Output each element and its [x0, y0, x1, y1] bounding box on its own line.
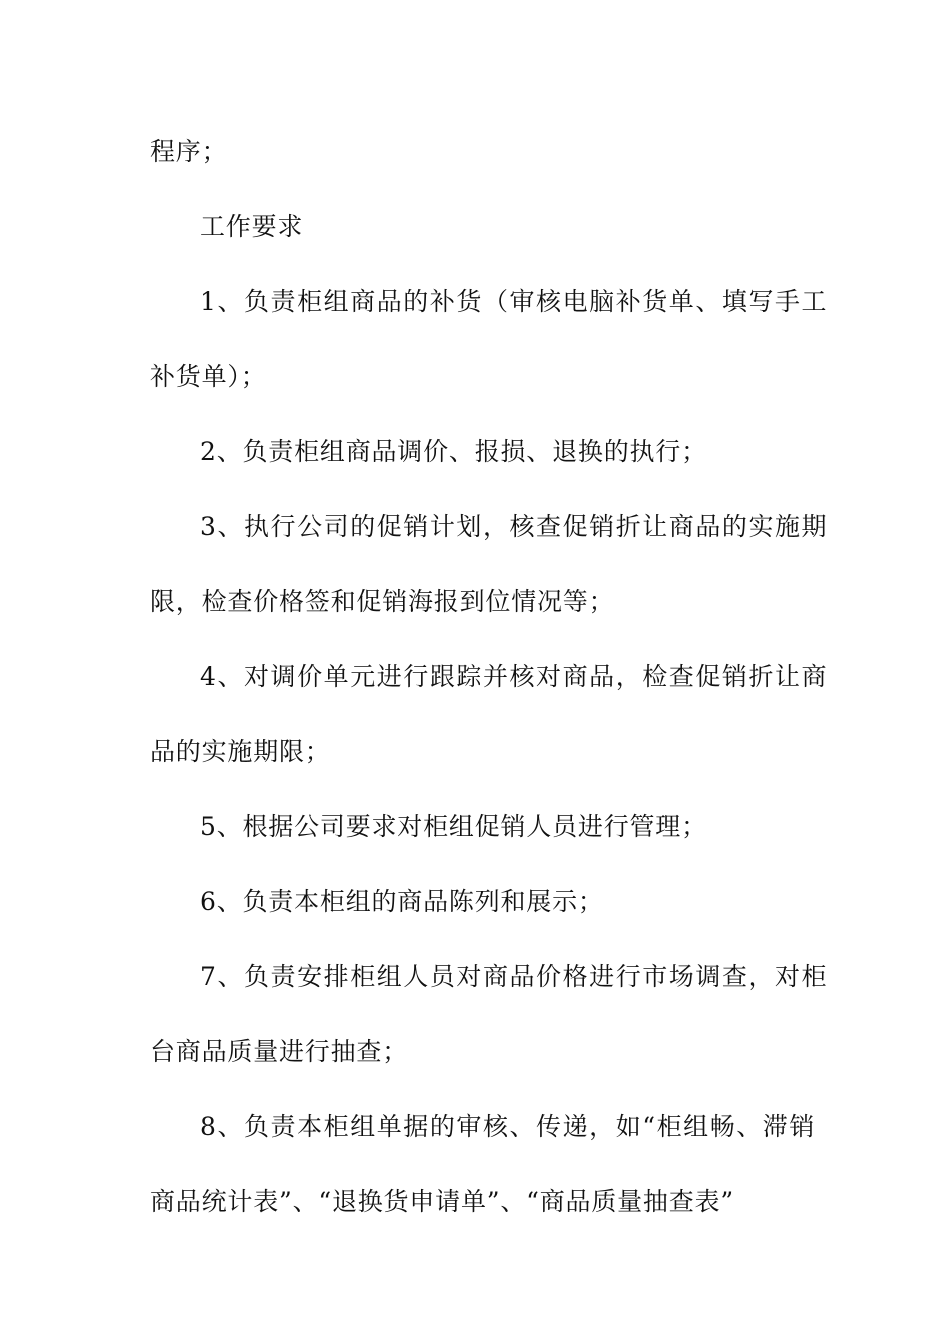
- list-item-2: 2、负责柜组商品调价、报损、退换的执行；: [200, 437, 707, 466]
- list-item-1-line-1: 1、负责柜组商品的补货（审核电脑补货单、填写手工: [200, 287, 829, 316]
- list-item-4-line-1: 4、对调价单元进行跟踪并核对商品，检查促销折让商: [200, 662, 829, 691]
- list-item-8-line-2: 商品统计表”、“退换货申请单”、“商品质量抽查表”: [150, 1187, 734, 1216]
- list-item-5: 5、根据公司要求对柜组促销人员进行管理；: [200, 812, 707, 841]
- list-item-7-line-1: 7、负责安排柜组人员对商品价格进行市场调查，对柜: [200, 962, 829, 991]
- section-heading: 工作要求: [200, 212, 304, 241]
- list-item-7-line-2: 台商品质量进行抽查；: [150, 1037, 409, 1066]
- list-item-8-line-1: 8、负责本柜组单据的审核、传递，如“柜组畅、滞销: [200, 1112, 816, 1141]
- list-item-6: 6、负责本柜组的商品陈列和展示；: [200, 887, 604, 916]
- list-item-1-line-2: 补货单）；: [150, 362, 267, 391]
- text-line-continuation: 程序；: [150, 137, 228, 166]
- list-item-4-line-2: 品的实施期限；: [150, 737, 331, 766]
- list-item-3-line-1: 3、执行公司的促销计划，核查促销折让商品的实施期: [200, 512, 829, 541]
- list-item-3-line-2: 限，检查价格签和促销海报到位情况等；: [150, 587, 615, 616]
